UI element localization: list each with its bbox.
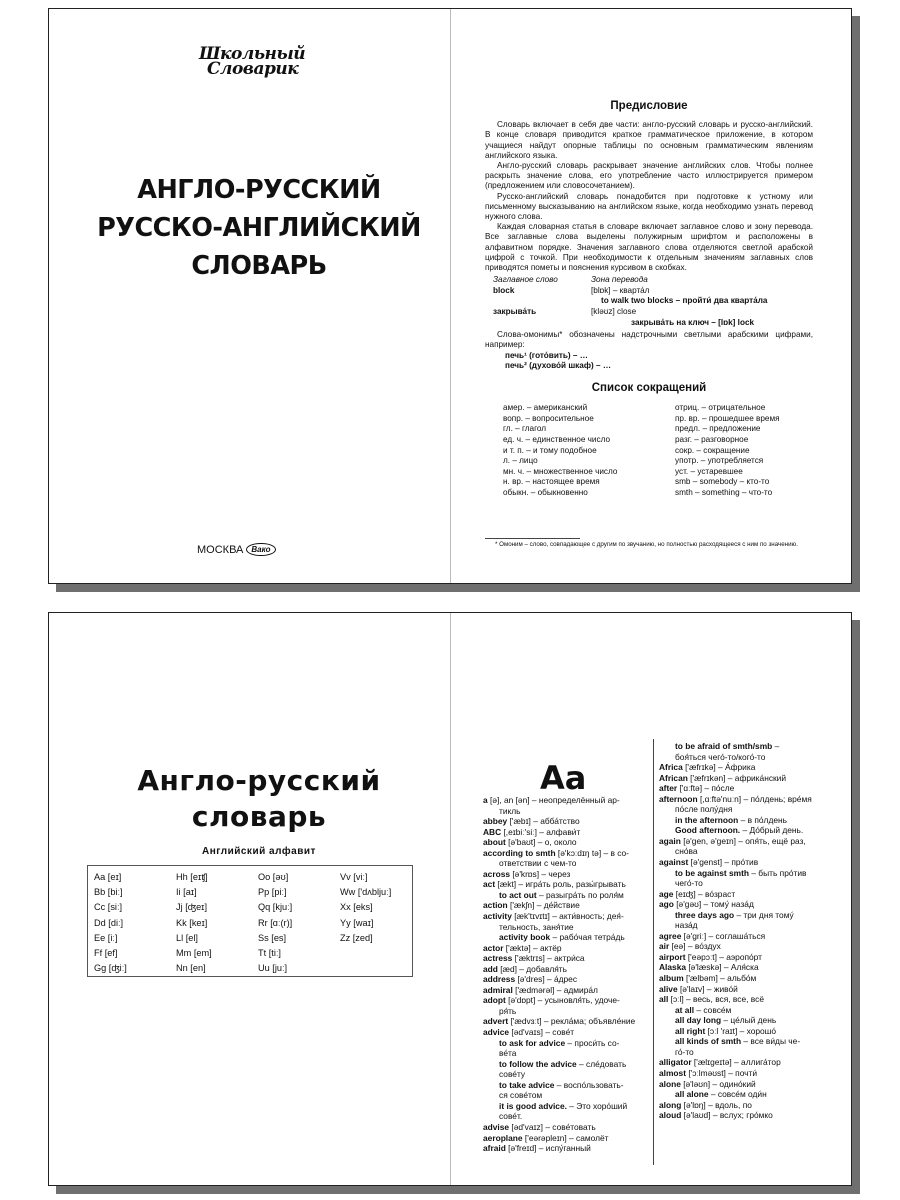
column-rule — [653, 739, 654, 1165]
dictionary-entry: about [ә'baʊt] – о, около — [483, 837, 577, 848]
abbreviation-item: smb – somebody – кто-то — [675, 477, 770, 487]
dictionary-entry: alligator ['ælɪgeɪtә] – аллига́тор — [659, 1057, 781, 1068]
abbreviation-item: и т. п. – и тому подобное — [503, 445, 597, 455]
series-logo-line: Словарик — [207, 59, 299, 79]
dictionary-entry: all [ɔːl] – весь, вся, все, всё — [659, 994, 764, 1005]
dictionary-entry: to be afraid of smth/smb – — [675, 741, 780, 751]
abbreviation-item: разг. – разговорное — [675, 435, 749, 445]
alphabet-letter: Ff [ef] — [94, 948, 118, 959]
dictionary-entry: afraid [ә'freɪd] – испу́ганный — [483, 1143, 591, 1154]
dictionary-entry: to be against smth – быть про́тив — [675, 867, 807, 878]
abbreviation-item: сокр. – сокращение — [675, 445, 750, 455]
homonym-examples — [485, 351, 813, 371]
dictionary-entry: album ['ælbәm] – альбо́м — [659, 973, 757, 984]
dictionary-entry: Alaska [ә'læskә] – Аля́ска — [659, 962, 759, 973]
alphabet-letter: Ee [iː] — [94, 932, 118, 943]
dictionary-entry: at all – совсе́м — [675, 1004, 732, 1015]
preface-column — [485, 101, 813, 499]
dictionary-column-left — [483, 795, 651, 1154]
dictionary-entry: agree [ә'griː] – соглаша́ться — [659, 930, 766, 941]
alphabet-letter: Zz [zed] — [340, 932, 373, 943]
dictionary-entry: activity [æk'tɪvɪtɪ] – акти́вность; дея́- — [483, 911, 624, 922]
dictionary-entry: Africa ['æfrɪkә] – А́фрика — [659, 762, 756, 773]
alphabet-letter: Aa [eɪ] — [94, 872, 122, 882]
dictionary-entry: after ['ɑːftә] – по́сле — [659, 783, 735, 794]
dictionary-entry: ве́та — [499, 1048, 517, 1059]
abbreviation-item: амер. – американский — [503, 403, 588, 413]
abbreviation-item: л. – лицо — [503, 456, 538, 466]
abbreviations-list — [503, 403, 813, 498]
dictionary-entry: abbey ['æbɪ] – абба́тство — [483, 816, 580, 827]
dictionary-entry: сове́ту — [499, 1069, 526, 1080]
alphabet-letter: Ii [aɪ] — [176, 887, 197, 898]
dictionary-entry: чего́-то — [675, 878, 703, 889]
alphabet-letter: Uu [juː] — [258, 963, 288, 974]
book-title-line: РУССКО-АНГЛИЙСКИЙ — [97, 213, 421, 243]
example-translation: [klәʊz] close — [591, 307, 637, 317]
dictionary-entry: act [ækt] – игра́ть роль, разы́грывать — [483, 879, 626, 890]
preface-paragraph: Каждая словарная статья в словаре включает заглавное слово и зону перевода. Все заглавные слова выделены полужирным шрифтом и расположены в алфавитном порядке. Значения заглавного слова отделяются светлой арабской цифрой с точкой. При необходимости к отдельным значениям заглавных слов приводятся пометы и пояснения курсивом в скобках. — [485, 222, 813, 273]
alphabet-letter: Oo [әʊ] — [258, 872, 289, 882]
alphabet-letter: Yy [waɪ] — [340, 917, 374, 928]
alphabet-grid — [88, 866, 412, 976]
publisher-logo: Вако — [246, 543, 275, 556]
dictionary-entry: ABC [,eɪbiː'siː] – алфави́т — [483, 826, 581, 837]
abbreviation-item: употр. – употребляется — [675, 456, 764, 466]
alphabet-letter: Ll [el] — [176, 932, 198, 943]
alphabet-letter: Ww ['dʌbljuː] — [340, 887, 392, 898]
dictionary-entry: to take advice – воспо́льзовать- — [499, 1079, 624, 1090]
dictionary-entry: all day long – це́лый день — [675, 1015, 777, 1026]
dictionary-entry: adopt [ә'dɒpt] – усыновля́ть, удоче- — [483, 995, 620, 1006]
dictionary-entry: African ['æfrɪkәn] – африка́нский — [659, 772, 787, 783]
section-title-line: словарь — [191, 800, 327, 833]
dictionary-entry: to ask for advice – проси́ть со- — [499, 1037, 620, 1048]
dictionary-entry: afternoon [,ɑːftә'nuːn] – по́лдень; вре́мя — [659, 793, 812, 804]
alphabet-letter — [340, 961, 418, 976]
dictionary-entry: actor ['æktә] – актёр — [483, 942, 562, 953]
abbreviation-item: мн. ч. – множественное число — [503, 466, 618, 476]
dictionary-entry: actress ['æktrɪs] – актри́са — [483, 953, 585, 964]
abbreviation-item: smth – something – что-то — [675, 487, 773, 497]
dictionary-entry: across [ә'krɒs] – через — [483, 868, 571, 879]
alphabet-letter: Rr [ɑː(r)] — [258, 917, 293, 928]
book-title-line: СЛОВАРЬ — [191, 251, 327, 281]
book-title-line: АНГЛО-РУССКИЙ — [137, 175, 381, 205]
dictionary-entry: по́сле полу́дня — [675, 804, 733, 815]
alphabet-letter: Vv [viː] — [340, 872, 368, 882]
abbreviations-heading: Список сокращений — [591, 382, 707, 395]
dictionary-entry: along [ә'lɒŋ] – вдоль, по — [659, 1099, 752, 1110]
preface-paragraph: Словарь включает в себя две части: англо-русский словарь и русско-английский. В конце словаря приводится краткое грамматическое приложение, в котором учащиеся найдут опорные таблицы по основным грамматическим явлениям английского языка. — [485, 120, 813, 160]
alphabet-letter: Dd [diː] — [94, 917, 124, 928]
dictionary-entry: alive [ә'laɪv] – живо́й — [659, 983, 738, 994]
dictionary-entry: action ['ækʃn] – де́йствие — [483, 900, 580, 911]
alphabet-letter: Jj [ʤeɪ] — [176, 902, 207, 913]
dictionary-entry: aeroplane ['eәrәpleɪn] – самолёт — [483, 1132, 609, 1143]
example-translation: [blɒk] – кварта́л — [591, 285, 650, 295]
homonym-example: печь¹ (гото́вить) – … — [505, 350, 588, 360]
footnote: * Омоним – слово, совпадающее с другим по звучанию, но полностью расходящееся с ним по значению. — [495, 541, 798, 548]
dictionary-entry: aloud [ә'laʊd] – вслух; гро́мко — [659, 1110, 773, 1121]
dictionary-entry: наза́д — [675, 920, 698, 931]
alphabet-letter: Bb [biː] — [94, 887, 123, 898]
dictionary-entry: activity book – рабо́чая тетра́дь — [499, 932, 625, 943]
dictionary-entry: to act out – разыгра́ть по роля́м — [499, 889, 624, 900]
dictionary-entry: advice [әd'vaɪs] – сове́т — [483, 1027, 575, 1038]
series-logo-line: Школьный — [199, 44, 306, 64]
dictionary-entry: age [eɪʤ] – во́зраст — [659, 888, 736, 899]
dictionary-entry: a [ә], an [әn] – неопределённый ар- — [483, 795, 620, 805]
abbreviation-item: обыкн. – обыкновенно — [503, 487, 588, 497]
footnote-rule — [485, 538, 580, 539]
dictionary-entry: Good afternoon. – До́брый день. — [675, 825, 804, 836]
example-header-translation: Зона перевода — [591, 275, 648, 285]
alphabet-letter: Tt [tiː] — [258, 948, 281, 959]
alphabet-letter: Qq [kjuː] — [258, 902, 293, 913]
dictionary-spread — [48, 612, 852, 1186]
publisher-imprint — [197, 543, 276, 556]
publisher-city: МОСКВА — [197, 543, 244, 556]
dictionary-entry: тикль — [499, 805, 521, 816]
title-spread — [48, 8, 852, 584]
example-headword: block — [493, 285, 515, 295]
dictionary-entry: address [ә'dres] – а́дрес — [483, 974, 578, 985]
abbreviation-item: ед. ч. – единственное число — [503, 435, 611, 445]
dictionary-entry: all right [ɔːl 'raɪt] – хорошо́ — [675, 1025, 777, 1036]
alphabet-letter: Gg [ʤiː] — [94, 963, 127, 974]
homonym-example: печь² (духово́й шкаф) – … — [505, 360, 612, 370]
dictionary-entry: to follow the advice – сле́довать — [499, 1058, 627, 1069]
dictionary-column-right — [659, 741, 819, 1121]
abbreviation-item: вопр. – вопросительное — [503, 413, 594, 423]
example-phrase: to walk two blocks – пройти́ два кварта́ла — [601, 296, 768, 306]
dictionary-entry: ря́ть — [499, 1005, 517, 1016]
dictionary-entry: all alone – совсе́м оди́н — [675, 1089, 767, 1100]
dictionary-entry: advise [әd'vaɪz] – сове́товать — [483, 1121, 596, 1132]
dictionary-entry: again [ә'gen, ә'geɪn] – опя́ть, ещё раз, — [659, 835, 806, 846]
dictionary-entry: advert ['ædvɜːt] – рекла́ма; объявле́ние — [483, 1016, 636, 1027]
alphabet-letter: Mm [em] — [176, 948, 212, 959]
dictionary-entry: сно́ва — [675, 846, 698, 857]
preface-paragraph: Русско-английский словарь понадобится при подготовке к устному или письменному высказыванию на английском языке, когда необходимо узнать перевод нужного слова. — [485, 191, 813, 222]
dictionary-entry: сове́т. — [499, 1111, 523, 1122]
dictionary-entry: almost ['ɔːlmәʊst] – почти́ — [659, 1067, 758, 1078]
section-title-line: Англо-русский — [137, 764, 381, 797]
example-phrase: закрыва́ть на ключ – [lɒk] lock — [631, 317, 755, 327]
dictionary-entry: боя́ться чего́-то/кого́-то — [675, 751, 766, 762]
alphabet-letter: Cc [siː] — [94, 902, 123, 913]
alphabet-letter: Kk [keɪ] — [176, 917, 208, 928]
spread-gutter — [450, 613, 451, 1185]
preface-heading: Предисловие — [610, 100, 688, 112]
dictionary-entry: ago [ә'gәʊ] – тому́ наза́д — [659, 899, 754, 910]
alphabet-letter: Nn [en] — [176, 963, 206, 974]
dictionary-entry: add [æd] – добавля́ть — [483, 963, 567, 974]
dictionary-entry: all kinds of smth – все ви́ды че- — [675, 1036, 801, 1047]
dictionary-entry: тельность, заня́тие — [499, 921, 574, 932]
example-headword: закрыва́ть — [493, 307, 537, 317]
preface-paragraph: Англо-русский словарь раскрывает значение английских слов. Чтобы полнее раскрыть значение слова, его употребление часто иллюстрируется примером (предложением или словосочетанием). — [485, 161, 813, 191]
dictionary-entry: admiral ['ædmәrәl] – адмира́л — [483, 984, 598, 995]
dictionary-entry: three days ago – три дня тому́ — [675, 909, 794, 920]
dictionary-entry: according to smth [ә'kɔːdɪŋ tә] – в со- — [483, 847, 629, 858]
example-header-headword: Заглавное слово — [493, 275, 558, 285]
alphabet-letter — [340, 946, 418, 961]
dictionary-entry: ся сове́том — [499, 1090, 543, 1101]
alphabet-letter: Ss [es] — [258, 932, 287, 943]
letter-heading: Aa — [540, 759, 587, 797]
abbreviation-item: предл. – предложение — [675, 424, 761, 434]
abbreviation-item: уст. – устаревшее — [675, 466, 743, 476]
dictionary-entry: ответствии с чем-то — [499, 858, 577, 869]
dictionary-entry: airport ['eәpɔːt] – аэропо́рт — [659, 951, 762, 962]
dictionary-entry: in the afternoon – в по́лдень — [675, 814, 787, 825]
spread-gutter — [450, 9, 451, 583]
homonym-note: Слова-омонимы* обозначены надстрочными светлыми арабскими цифрами, например: — [485, 330, 813, 350]
alphabet-table — [87, 865, 413, 977]
book-title — [89, 171, 429, 285]
alphabet-letter: Xx [eks] — [340, 902, 373, 913]
abbreviation-item: гл. – глагол — [503, 424, 547, 434]
section-title — [89, 763, 429, 835]
dictionary-entry: air [eә] – во́здух — [659, 941, 721, 952]
dictionary-entry: го́-то — [675, 1046, 694, 1057]
alphabet-letter: Hh [eɪʧ] — [176, 872, 208, 882]
dictionary-entry: it is good advice. – Это хоро́ший — [499, 1100, 628, 1111]
abbreviation-item: н. вр. – настоящее время — [503, 477, 600, 487]
dictionary-entry: against [ә'genst] – про́тив — [659, 857, 759, 868]
entry-example — [493, 275, 813, 328]
dictionary-entry: alone [ә'lәʊn] – одино́кий — [659, 1078, 756, 1089]
series-logo — [199, 44, 306, 79]
abbreviation-item: пр. вр. – прошедшее время — [675, 413, 780, 423]
alphabet-heading: Английский алфавит — [202, 846, 316, 857]
abbreviation-item: отриц. – отрицательное — [675, 403, 766, 413]
alphabet-letter: Pp [piː] — [258, 887, 287, 898]
